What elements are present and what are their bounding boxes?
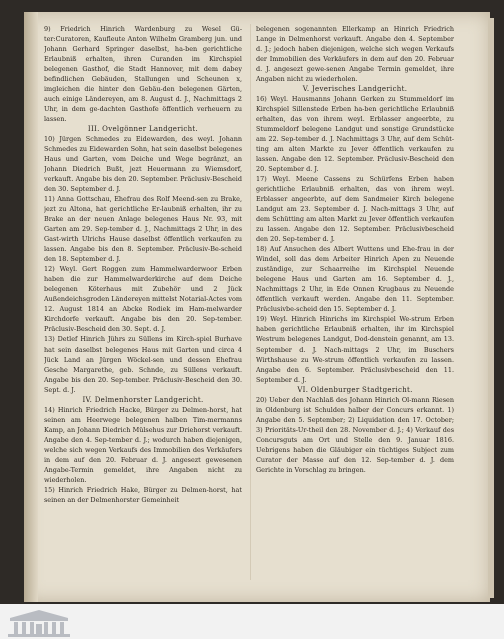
book-spine [24, 12, 38, 602]
paragraph: 11) Anna Gottschau, Ehefrau des Rolf Meend-sen zu Brake, jezt zu Altona, hat gerichtliche Er-laubniß erhalten, ihr zu Brake an der neuen Anlage belegenes Haus Nr. 93, mit Garten am 29. Sep-tember d. J., Nachmittags 2 Uhr, in des Gast-wirth Ulrichs Hause daselbst öffentlich verkaufen zu lassen. Angabe bis den 8. September. Präclusiv-Be-scheid den 18. September d. J. [44, 195, 242, 264]
paragraph: 19) Weyl. Hinrich Hinrichs im Kirchspiel We-strum Erben haben gerichtliche Erlaubniß erhalten, ihr im Kirchspiel Westrum belegenes Landgut, Dod-denstein genannt, am 13. September d. J. Nach-mittags 2 Uhr, im Buschers Wirthshause zu We-strum öffentlich verkaufen zu lassen. Angabe den 6. September. Präclusivbescheid den 11. September d. J. [256, 315, 454, 384]
section-heading: III. Ovelgönner Landgericht. [87, 125, 199, 134]
paragraph: 16) Weyl. Hausmanns Johann Gerken zu Stummeldorf im Kirchspiel Sillenstede Erben ha-ben gerichtliche Erlaubniß erhalten, das von ihrem weyl. Erblasser angeerbte, zu Stummeldorf belegene Landgut und sonstige Grundstücke am 22. Sep-tember d. J. Nachmittags 3 Uhr, auf dem Schüt-ting am alten Markte zu Jever öffentlich verkaufen zu lassen. Angabe den 12. September. Präclusiv-Bescheid den 20. September d. J. [256, 95, 454, 174]
paragraph: 10) Jürgen Schmedes zu Eidewarden, des weyl. Johann Schmedes zu Eidewarden Sohn, hat sein daselbst belegenes Haus und Garten, vom Deiche und Wege begränzt, an Johann Diedrich Bußt, jezt Heuermann zu Wiemsdorf, verkauft. Angabe bis den 20. September. Präclusiv-Bescheid den 30. September d. J. [44, 135, 242, 194]
paragraph: 13) Detlef Hinrich Jührs zu Süllens im Kirch-spiel Burhave hat sein daselbst belegenes Haus mit Garten und circa 4 Jück Land an Jürgen Wöckel-sen und dessen Ehefrau Gesche Margarethe, geb. Schnde, zu Süllens verkauft. Angabe bis den 20. Sep-tember. Präclusiv-Bescheid den 30. Sept. d. J. [44, 335, 242, 394]
right-column [256, 24, 454, 584]
page-edge [488, 18, 494, 598]
paragraph: 15) Hinrich Friedrich Hake, Bürger zu Delmen-horst, hat seinen an der Delmenhorster Gemeinheit [44, 485, 242, 504]
section-heading: IV. Delmenhorster Landgericht. [82, 395, 204, 404]
paragraph: 12) Weyl. Gert Roggen zum Hammelwarderwoor Erben haben die zur Hammelwarderkirche auf dem Deiche belegenen Köterhaus mit Zubehör und 2 Jück Außendeichsgroden Ländereyen mittelst Notarial-Actes vom 12. August 1814 an Abcke Rodiek im Ham-melwarder Kirchdorfe verkauft. Angabe bis den 20. Sep-tember. Präclusiv-Bescheid den 30. Sept. d. J. [44, 265, 242, 334]
paragraph: 17) Weyl. Meene Cassens zu Schürfens Erben haben gerichtliche Erlaubniß erhalten, das von ihrem weyl. Erblasser angeerbte, auf dem Sandmeier Kirch belegene Landgut am 23. September d. J. Nach-mittags 3 Uhr, auf dem Schütting am alten Markt zu Jever öffentlich verkaufen zu lassen. Angabe den 12. September. Präclusivbescheid den 20. Sep-tember d. J. [256, 175, 454, 244]
paragraph: 14) Hinrich Friedrich Hacke, Bürger zu Delmen-horst, hat seinen am Heerwege belegenen halben Tim-mermanns Kamp, an Johann Diedrich Mülsehus zur Driehorst verkauft. Angabe den 4. Sep-tember d. J.; wodurch haben diejenigen, welche sich wegen Verkaufs des Immobilien des Verkäufers in dem auf den 20. Februar d. J. angesezt gewesenen Angabe-Termin gemeldet, ihre Angaben nicht zu wiederholen. [44, 405, 242, 484]
left-column [44, 24, 242, 584]
paragraph: 20) Ueber den Nachlaß des Johann Hinrich Ol-mann Riesen in Oldenburg ist Schulden halber der Concurs erkannt. 1) Angabe den 5. September; 2) Liquidation den 17. October; 3) Prioritäts-Ur-theil den 28. November d. J.; 4) Verkauf des Concursguts am Ort und Stelle den 9. Januar 1816. Uebrigens haben die Gläubiger ein tüchtiges Subject zum Curator der Masse auf den 12. Sep-tember d. J. dem Gerichte in Vorschlag zu bringen. [256, 395, 454, 474]
paragraph: 18) Auf Ansuchen des Albert Wuttens und Ehe-frau in der Windel, soll das dem Arbeiter Hinrich Apen zu Neuende zuständige, zur Schaarreihe im Kirchspiel Neuende belegene Haus und Garten am 16. September d. J., Nachmittags 2 Uhr, in Ede Onnen Krugbaus zu Neuende öffentlich verkauft werden. Angabe den 11. September. Präclusivbe-scheid den 15. September d. J. [256, 245, 454, 314]
paragraph: belegenen sogenannten Ellerkamp an Hinrich Friedrich Lange in Delmenhorst verkauft. Angabe den 4. September d. J.; jedoch haben diejenigen, welche sich wegen Verkaufs der Immobilien des Verkäufers in dem auf den 20. Februar d. J. angesezt gewe-senen Angabe Termin gemeldet, ihre Angaben nicht zu wiederholen. [256, 25, 454, 84]
library-building-icon [6, 608, 72, 638]
paragraph: 9) Friedrich Hinrich Wardenburg zu Wesel Gü-ter:Curatoren, Kaufleute Anton Wilhelm Gramberg jun. und Johann Gerhard Springer daselbst, ha-ben gerichtliche Erlaubniß erhalten, ihren Curanden im Kirchspiel belegenen Gasthof, die Stadt Hannover, mit dem dabey befindlichen Gebäuden, Stallungen und Scheunen x, imgleichen die hinter den Gebäu-den belegenen Gärten, auch einige Ländereyen, am 8. August d. J., Nachmittags 2 Uhr, in dem ge-dachten Gasthofe öffentlich verheuern zu lassen. [44, 25, 242, 124]
section-heading: V. Jeverisches Landgericht. [302, 85, 408, 94]
footer-bar [0, 604, 504, 639]
column-divider [250, 24, 251, 580]
section-heading: VI. Oldenburger Stadtgericht. [297, 385, 413, 394]
